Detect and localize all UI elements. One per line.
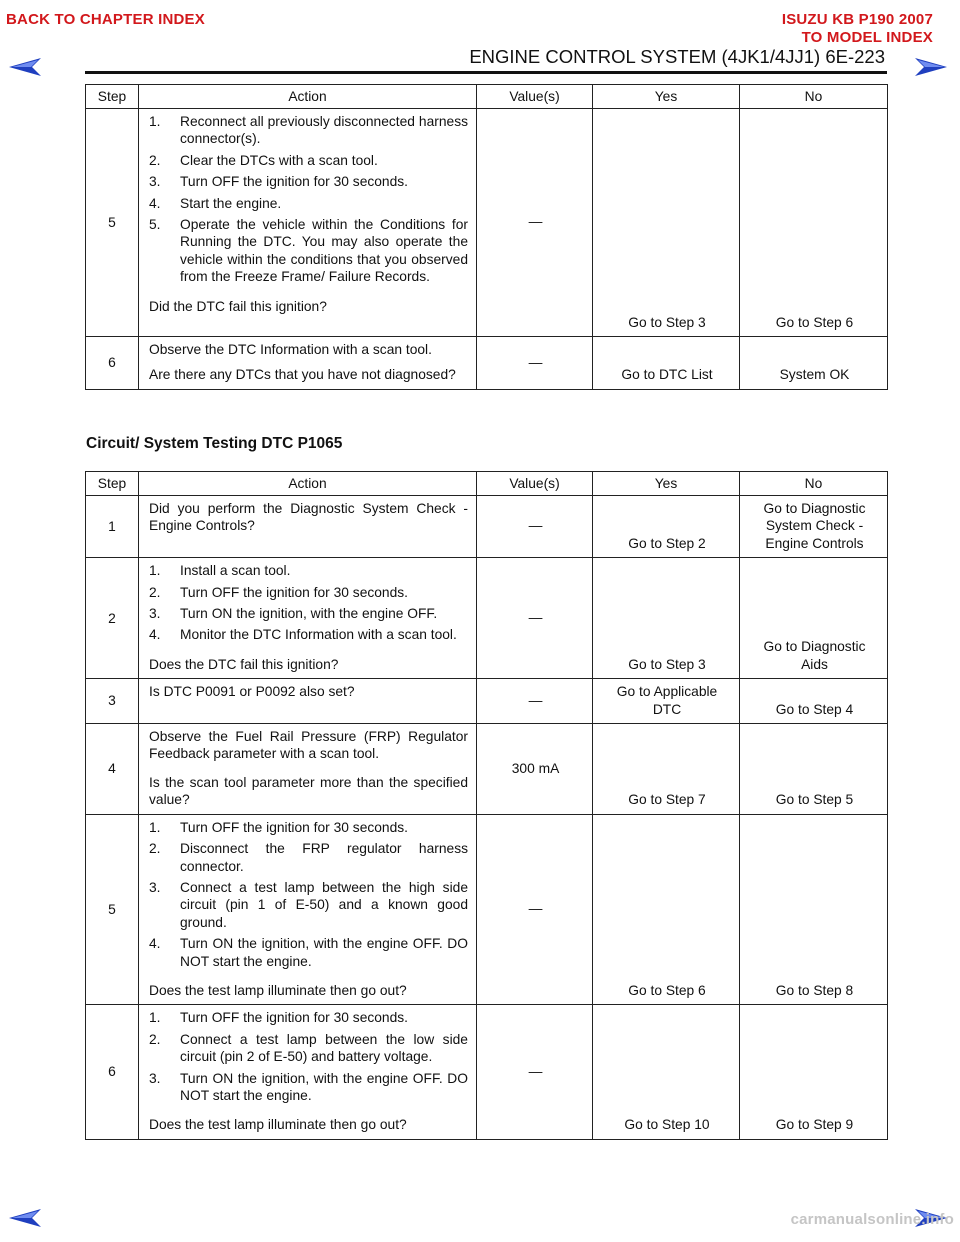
table-row: [86, 724, 888, 815]
to-model-index-link[interactable]: TO MODEL INDEX: [801, 29, 933, 46]
next-page-arrow-icon[interactable]: [912, 57, 948, 77]
action-cell: 1. Reconnect all previously disconnected harness connector(s). 2. Clear the DTCs with a scan tool. 3. Turn OFF the ignition for 30 seconds. 4. Start the engine. 5. Operate the vehicle within the Conditions for Running the DTC. You may also operate the vehicle within the conditions that you observed from the Freeze Frame/ Failure Records. Did the DTC fail this ignition?: [139, 109, 477, 337]
action-cell: 1. Turn OFF the ignition for 30 seconds. 2. Disconnect the FRP regulator harness connector. 3. Connect a test lamp between the high side circuit (pin 1 of E-50) and a known good ground. 4. Turn ON the ignition, with the engine OFF. DO NOT start the engine. Does the test lamp illuminate then go out?: [139, 814, 477, 1005]
yes-cell[interactable]: Go to Step 3: [593, 109, 740, 337]
col-action-header: Action: [139, 85, 477, 109]
step-number: 1: [86, 496, 139, 558]
value-cell: —: [477, 558, 593, 679]
prev-page-arrow-icon[interactable]: [8, 57, 44, 77]
step-number: 2: [86, 558, 139, 679]
action-item: Clear the DTCs with a scan tool.: [180, 152, 378, 168]
action-item: Turn ON the ignition, with the engine OFF.: [180, 606, 438, 622]
no-cell[interactable]: Go to Diagnostic Aids: [740, 558, 888, 679]
no-cell[interactable]: System OK: [740, 337, 888, 390]
action-cell: [139, 337, 477, 390]
circuit-testing-table: [85, 471, 888, 1140]
action-text: Observe the DTC Information with a scan tool.: [149, 342, 432, 357]
action-item: Connect a test lamp between the high side circuit (pin 1 of E-50) and a known good ground.: [180, 879, 468, 930]
action-text: Is DTC P0091 or P0092 also set?: [149, 684, 355, 700]
action-item: Operate the vehicle within the Conditions for Running the DTC. You may also operate the vehicle within the conditions that you observed from the Freeze Frame/ Failure Records.: [180, 217, 468, 285]
action-item: Turn OFF the ignition for 30 seconds.: [180, 1010, 409, 1026]
step-number: 3: [86, 679, 139, 724]
action-question: Does the DTC fail this ignition?: [149, 656, 339, 672]
table-row: [86, 1005, 888, 1139]
action-cell: 1. Install a scan tool. 2. Turn OFF the ignition for 30 seconds. 3. Turn ON the ignition, with the engine OFF. 4. Monitor the DTC Information with a scan tool. Does the DTC fail this ignition?: [139, 558, 477, 679]
no-cell[interactable]: Go to Step 5: [740, 724, 888, 815]
action-cell: [139, 496, 477, 558]
col-value-header: Value(s): [477, 85, 593, 109]
no-cell[interactable]: Go to Step 9: [740, 1005, 888, 1139]
table-row: [86, 337, 888, 390]
action-text: Did you perform the Diagnostic System Check - Engine Controls?: [149, 501, 468, 534]
no-cell[interactable]: Go to Step 8: [740, 814, 888, 1005]
action-item: Install a scan tool.: [180, 563, 291, 579]
yes-cell[interactable]: Go to Applicable DTC: [593, 679, 740, 724]
watermark: carmanualsonline.info: [790, 1211, 954, 1228]
action-question: Are there any DTCs that you have not diagnosed?: [149, 367, 456, 383]
action-cell: 1. Turn OFF the ignition for 30 seconds. 2. Connect a test lamp between the low side circuit (pin 2 of E-50) and battery voltage. 3. Turn ON the ignition, with the engine OFF. DO NOT start the engine. Does the test lamp illuminate then go out?: [139, 1005, 477, 1139]
action-item: Turn OFF the ignition for 30 seconds.: [180, 174, 409, 190]
table-header-row: [86, 85, 888, 109]
action-item: Connect a test lamp between the low side circuit (pin 2 of E-50) and battery voltage.: [180, 1031, 468, 1065]
action-item: Turn OFF the ignition for 30 seconds.: [180, 819, 409, 835]
no-cell[interactable]: Go to Step 6: [740, 109, 888, 337]
prev-page-arrow-bottom-icon[interactable]: [8, 1208, 44, 1228]
value-cell: —: [477, 814, 593, 1005]
yes-cell[interactable]: Go to Step 3: [593, 558, 740, 679]
action-item: Monitor the DTC Information with a scan tool.: [180, 627, 457, 643]
no-cell[interactable]: Go to Step 4: [740, 679, 888, 724]
value-cell: —: [477, 496, 593, 558]
action-question: Does the test lamp illuminate then go out?: [149, 982, 407, 998]
value-cell: 300 mA: [477, 724, 593, 815]
no-cell[interactable]: Go to Diagnostic System Check - Engine Controls: [740, 496, 888, 558]
value-cell: —: [477, 679, 593, 724]
col-value-header: Value(s): [477, 472, 593, 496]
value-cell: —: [477, 337, 593, 390]
yes-cell[interactable]: Go to Step 7: [593, 724, 740, 815]
yes-cell[interactable]: Go to Step 6: [593, 814, 740, 1005]
action-question: Does the test lamp illuminate then go out?: [149, 1117, 407, 1133]
col-action-header: Action: [139, 472, 477, 496]
yes-cell[interactable]: Go to Step 10: [593, 1005, 740, 1139]
action-item: Reconnect all previously disconnected harness connector(s).: [180, 114, 468, 147]
table-row: [86, 109, 888, 337]
step-number: 6: [86, 337, 139, 390]
step-number: 6: [86, 1005, 139, 1139]
action-cell: [139, 679, 477, 724]
yes-cell[interactable]: Go to DTC List: [593, 337, 740, 390]
action-question: Is the scan tool parameter more than the specified value?: [149, 774, 468, 808]
action-item: Turn OFF the ignition for 30 seconds.: [180, 584, 409, 600]
col-yes-header: Yes: [593, 85, 740, 109]
table-row: [86, 558, 888, 679]
back-to-chapter-index-link[interactable]: BACK TO CHAPTER INDEX: [6, 11, 205, 28]
action-item: Turn ON the ignition, with the engine OFF. DO NOT start the engine.: [180, 936, 468, 969]
value-cell: —: [477, 1005, 593, 1139]
col-no-header: No: [740, 472, 888, 496]
step-number: 5: [86, 814, 139, 1005]
table-row: [86, 814, 888, 1005]
table-row: [86, 679, 888, 724]
col-step-header: Step: [86, 472, 139, 496]
table-row: [86, 496, 888, 558]
action-cell: [139, 724, 477, 815]
action-text: Observe the Fuel Rail Pressure (FRP) Regulator Feedback parameter with a scan tool.: [149, 729, 468, 762]
section-heading: Circuit/ System Testing DTC P1065: [86, 435, 343, 452]
col-step-header: Step: [86, 85, 139, 109]
value-cell: —: [477, 109, 593, 337]
col-yes-header: Yes: [593, 472, 740, 496]
table-header-row: [86, 472, 888, 496]
yes-cell[interactable]: Go to Step 2: [593, 496, 740, 558]
action-question: Did the DTC fail this ignition?: [149, 298, 327, 314]
action-item: Turn ON the ignition, with the engine OFF. DO NOT start the engine.: [180, 1070, 468, 1103]
header-rule: [85, 71, 887, 74]
action-item: Disconnect the FRP regulator harness connector.: [180, 841, 468, 874]
step-number: 4: [86, 724, 139, 815]
diagnostic-table-continued: [85, 84, 888, 390]
col-no-header: No: [740, 85, 888, 109]
step-number: 5: [86, 109, 139, 337]
page-header: ENGINE CONTROL SYSTEM (4JK1/4JJ1) 6E-223: [469, 46, 885, 67]
model-title-link[interactable]: ISUZU KB P190 2007: [781, 11, 933, 28]
action-item: Start the engine.: [180, 195, 282, 211]
